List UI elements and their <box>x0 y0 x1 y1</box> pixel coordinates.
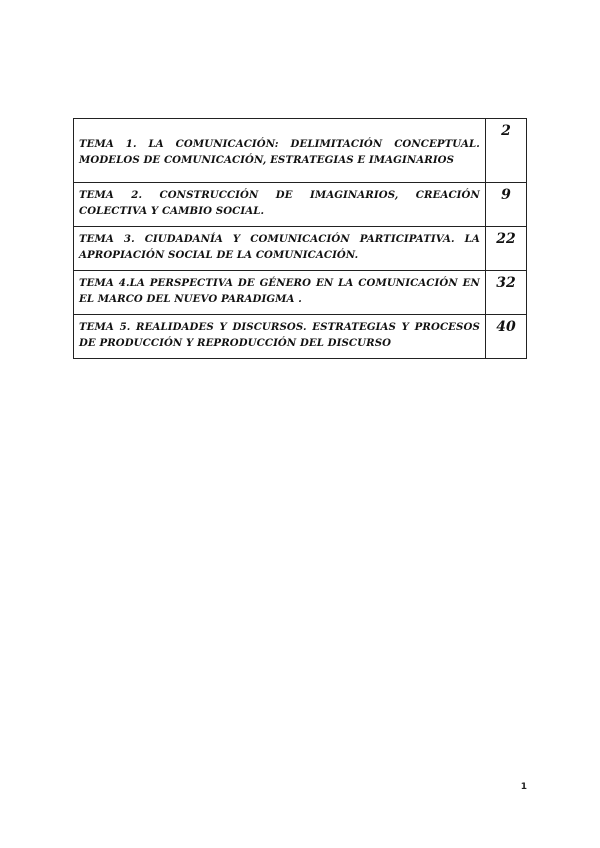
toc-entry-title: TEMA 1. LA COMUNICACIÓN: DELIMITACIÓN CONCEPTUAL. MODELOS DE COMUNICACIÓN, ESTRATEGIAS E IMAGINARIOS <box>74 119 486 183</box>
toc-entry-page: 2 <box>485 119 526 183</box>
toc-row <box>74 119 527 183</box>
toc-entry-title: TEMA 5. REALIDADES Y DISCURSOS. ESTRATEGIAS Y PROCESOS DE PRODUCCIÓN Y REPRODUCCIÓN DEL DISCURSO <box>74 315 486 359</box>
toc-entry-title: TEMA 4.LA PERSPECTIVA DE GÉNERO EN LA COMUNICACIÓN EN EL MARCO DEL NUEVO PARADIGMA . <box>74 271 486 315</box>
toc-entry-page: 9 <box>485 183 526 227</box>
table-of-contents <box>73 118 527 359</box>
toc-row <box>74 183 527 227</box>
toc-row <box>74 227 527 271</box>
toc-entry-title: TEMA 3. CIUDADANÍA Y COMUNICACIÓN PARTICIPATIVA. LA APROPIACIÓN SOCIAL DE LA COMUNICACIÓN. <box>74 227 486 271</box>
toc-entry-page: 22 <box>485 227 526 271</box>
toc-entry-title: TEMA 2. CONSTRUCCIÓN DE IMAGINARIOS, CREACIÓN COLECTIVA Y CAMBIO SOCIAL. <box>74 183 486 227</box>
page-number: 1 <box>520 782 527 792</box>
toc-row <box>74 315 527 359</box>
toc-entry-page: 40 <box>485 315 526 359</box>
toc-row <box>74 271 527 315</box>
toc-entry-page: 32 <box>485 271 526 315</box>
